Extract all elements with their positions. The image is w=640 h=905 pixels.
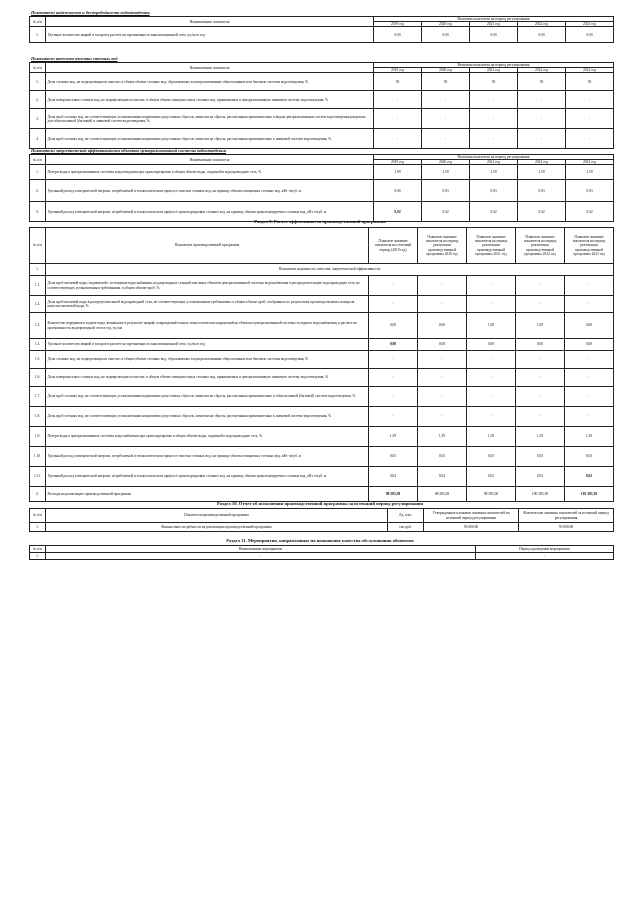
table-row (30, 109, 614, 129)
indicator-header: Наименование показателя (46, 17, 374, 27)
row-value: 0,00 (566, 27, 614, 43)
row-value: 0,00 (369, 313, 418, 339)
row-name: Удельное количество аварий и засоров в расчете на протяженность канализационной сети, ед./км в год (46, 339, 369, 351)
row-value: - (516, 276, 565, 296)
row-num: 1.10. (30, 447, 46, 467)
row-name: Удельный расход электрической энергии, потребляемой в технологическом процессе транспортировки сточных вод, на единицу объема транспортируемых сточных вод, кВт·ч/куб. м (46, 202, 374, 222)
row-num: 1.6. (30, 369, 46, 387)
section-title-measures: Раздел 11. Мероприятия, направленные на повышение качества обслуживания абонентов (226, 538, 414, 543)
row-value: 93 (518, 73, 566, 91)
table-row (30, 351, 614, 369)
row-value: - (369, 351, 418, 369)
row-value: - (374, 91, 422, 109)
row-value: - (418, 407, 467, 427)
row-planned: 93 000,00 (424, 523, 519, 532)
row-name: Доля сточных вод, не подвергающихся очистке, в общем объеме сточных вод, сбрасываемых в централизованные общесплавные или бытовые системы водоотведения, % (46, 351, 369, 369)
table-row (30, 276, 614, 296)
row-num: 1. (30, 264, 46, 276)
table-efficiency (29, 227, 614, 502)
row-value: - (374, 109, 422, 129)
row-value: 0,00 (467, 339, 516, 351)
row-value: - (369, 276, 418, 296)
year-header: 2020 год (422, 22, 470, 27)
row-value: - (518, 91, 566, 109)
measure-header: Наименование мероприятия (46, 546, 476, 553)
table-row (30, 264, 614, 276)
row-value: 1,59 (566, 165, 614, 180)
program-indicators-header: Показатели производственной программы (46, 228, 369, 264)
row-value: 0,00 (418, 339, 467, 351)
program-indicators-header: Показатели производственной программы (46, 509, 388, 523)
row-name: Потери воды в централизованных системах водоотведения при транспортировке в общем объеме воды, поданной в водопроводную сеть, % (46, 165, 374, 180)
row-value: 103 383,38 (565, 487, 614, 502)
row-value: - (369, 369, 418, 387)
table-row (30, 180, 614, 202)
row-value: - (565, 296, 614, 313)
table-row (30, 487, 614, 502)
row-value: 98 383,38 (467, 487, 516, 502)
row-value: - (518, 109, 566, 129)
row-value: - (565, 351, 614, 369)
row-num: 1. (30, 73, 46, 91)
row-value: - (565, 276, 614, 296)
row-num: 1. (30, 27, 46, 43)
year-header: 2023 год (566, 22, 614, 27)
row-value: 0,03 (418, 447, 467, 467)
row-num: 1. (30, 165, 46, 180)
row-unit: тыс.руб. (388, 523, 424, 532)
row-value: 1,59 (467, 427, 516, 447)
row-name: - (46, 553, 476, 560)
row-actual: 93 000,00 (519, 523, 614, 532)
section-title-quality: Показатели качества очистки сточных вод (31, 56, 118, 61)
row-value: 0,00 (374, 27, 422, 43)
row-value: 0,00 (565, 339, 614, 351)
row-value: - (374, 129, 422, 149)
row-num: 1. (30, 553, 46, 560)
group-label: Показатели надежности, качества, энергетической эффективности (46, 264, 614, 276)
year-header: 2019 год (374, 22, 422, 27)
row-num: 3. (30, 109, 46, 129)
year-header: 2023 год (566, 68, 614, 73)
row-name: Количество перерывов в подаче воды, возникших в результате аварий, повреждений и иных технологических нарушений на объектах централизованной системы холодного водоснабжения, в расчете на протяженность водопроводной сети в год, ед./км (46, 313, 369, 339)
row-value: - (422, 91, 470, 109)
row-value: 93 (470, 73, 518, 91)
section-title-reliability: Показатели надежности и бесперебойности водоотведения (31, 10, 150, 15)
table-row (30, 467, 614, 487)
row-name: Доля проб питьевой воды в распределительной водопроводной сети, не соответствующих установленным требованиям, в общем объеме проб, отобранных по результатам производственного контроля качества питьевой воды, % (46, 296, 369, 313)
row-value: 98 383,38 (418, 487, 467, 502)
year-header: 2020 год (422, 160, 470, 165)
period-header: Величина показателя на период регулирования (374, 155, 614, 160)
row-value: 1,00 (467, 313, 516, 339)
row-name: Доля поверхностных сточных вод, не подвергающихся очистке, в общем объеме поверхностных сточных вод, принимаемых в централизованную ливневую систему водоотведения, % (46, 91, 374, 109)
row-num: 1.9. (30, 427, 46, 447)
row-name: Доля сточных вод, не подвергающихся очистке, в общем объеме сточных вод, сбрасываемых в централизованные общесплавные или бытовые системы водоотведения, % (46, 73, 374, 91)
planned-header: Утвержденные плановые значения показателей на истекший период регулирования (424, 509, 519, 523)
row-value: - (470, 91, 518, 109)
unit-header: Ед. изм. (388, 509, 424, 523)
num-header: № п/п (30, 509, 46, 523)
actual-header: Фактические значения показателей за истекший период регулирования (519, 509, 614, 523)
row-name: Доля проб сточных вод, не соответствующих установленным нормативам допустимых сбросов, лимитам на сбросы, рассчитанная применительно к видам централизованных систем водоотведения раздельно для общесплавной (бытовой) и ливневой систем водоотведения, % (46, 109, 374, 129)
row-name: Потери воды в централизованных системах водоснабжения при транспортировке в общем объеме воды, поданной в водопроводную сеть, % (46, 427, 369, 447)
row-value: 0,03 (565, 447, 614, 467)
row-value: - (516, 387, 565, 407)
row-name: Расходы на реализацию производственной программы (46, 487, 369, 502)
row-num: 1.7. (30, 387, 46, 407)
row-value: - (422, 129, 470, 149)
row-value: - (418, 351, 467, 369)
table-row (30, 91, 614, 109)
indicator-header: Наименование показателя (46, 155, 374, 165)
row-name: Доля поверхностных сточных вод, не подвергающихся очистке, в общем объеме поверхностных сточных вод, принимаемых в централизованную ливневую систему водоотведения, % (46, 369, 369, 387)
year-header: 2020 год (422, 68, 470, 73)
plan-header: Плановое значение показателя на период реализации производственной программы 2020 год (418, 228, 467, 264)
period-header: Величина показателя на период регулирования (374, 17, 614, 22)
row-value: - (566, 91, 614, 109)
row-value: 0,02 (516, 467, 565, 487)
table-row (30, 447, 614, 467)
row-num: 2. (30, 180, 46, 202)
row-value: 0,03 (369, 447, 418, 467)
row-value: 93 (374, 73, 422, 91)
row-value: - (516, 351, 565, 369)
row-num: 1.3. (30, 313, 46, 339)
row-value: - (467, 296, 516, 313)
row-value: 0,02 (369, 467, 418, 487)
year-header: 2019 год (374, 68, 422, 73)
row-value: 0,02 (418, 467, 467, 487)
table-measures (29, 545, 614, 560)
indicator-header: Наименование показателя (46, 63, 374, 73)
row-value: - (565, 369, 614, 387)
table-row (30, 27, 614, 43)
row-name: Финансовые потребности на реализацию производственной программы (46, 523, 388, 532)
row-value: 0,02 (565, 467, 614, 487)
plan-header: Плановое значение показателя на период реализации производственной программы 2022 год (516, 228, 565, 264)
table-quality (29, 62, 614, 149)
row-value: 1,59 (518, 165, 566, 180)
table-energy (29, 154, 614, 222)
row-value: - (470, 129, 518, 149)
row-value: 0,00 (565, 313, 614, 339)
row-value: - (467, 351, 516, 369)
row-num: 1.5. (30, 351, 46, 369)
row-num: 1.11. (30, 467, 46, 487)
row-value: 0,03 (422, 180, 470, 202)
row-num: 1.2. (30, 296, 46, 313)
row-value: 1,59 (418, 427, 467, 447)
row-name: Удельный расход электрической энергии, потребляемой в технологическом процессе очистки сточных вод, на единицу объема очищаемых сточных вод, кВт·ч/куб. м (46, 180, 374, 202)
row-value: - (369, 407, 418, 427)
row-num: 3. (30, 202, 46, 222)
row-value: - (369, 296, 418, 313)
num-header: № п/п (30, 228, 46, 264)
row-value: 0,03 (566, 180, 614, 202)
plan-header: Плановое значение показателя на отчетный период (2019 год) (369, 228, 418, 264)
row-name: Удельный расход электрической энергии, потребляемой в технологическом процессе очистки сточных вод, на единицу объема очищаемых сточных вод, кВт·ч/куб. м (46, 447, 369, 467)
row-value: 0,03 (470, 180, 518, 202)
plan-header: Плановое значение показателя на период реализации производственной программы 2021 год (467, 228, 516, 264)
row-value: 1,59 (516, 427, 565, 447)
row-value: 0,03 (516, 447, 565, 467)
section-title-efficiency: Раздел 9. Расчет эффективности производственной программы (254, 219, 386, 224)
row-value: - (418, 296, 467, 313)
row-value: 0,00 (374, 180, 422, 202)
row-value: - (369, 387, 418, 407)
row-value: - (467, 369, 516, 387)
row-value: 1,00 (516, 313, 565, 339)
row-value: 0,02 (470, 202, 518, 222)
table-reliability (29, 16, 614, 43)
row-value: 93 (566, 73, 614, 91)
table-row (30, 313, 614, 339)
row-value: 0,00 (418, 313, 467, 339)
table-row (30, 165, 614, 180)
row-value: 100 383,38 (516, 487, 565, 502)
year-header: 2021 год (470, 22, 518, 27)
year-header: 2022 год (518, 68, 566, 73)
table-row (30, 523, 614, 532)
row-num: 2. (30, 91, 46, 109)
row-value: 1,99 (374, 165, 422, 180)
row-value: - (422, 109, 470, 129)
row-num: 1.1. (30, 276, 46, 296)
row-value: - (470, 109, 518, 129)
row-value: 1,59 (369, 427, 418, 447)
row-value: 0,02 (518, 202, 566, 222)
row-value: - (565, 407, 614, 427)
year-header: 2022 год (518, 160, 566, 165)
num-header: № п/п (30, 155, 46, 165)
row-period: - (476, 553, 614, 560)
row-value: - (565, 387, 614, 407)
row-value: 93 (422, 73, 470, 91)
plan-header: Плановое значение показателя на период реализации производственной программы 2023 год (565, 228, 614, 264)
period-header: Величина показателя на период регулирования (374, 63, 614, 68)
row-num: 2. (30, 487, 46, 502)
table-row (30, 369, 614, 387)
row-value: 0,02 (374, 202, 422, 222)
year-header: 2021 год (470, 160, 518, 165)
row-value: 0,03 (518, 180, 566, 202)
row-name: Удельное количество аварий и засоров в расчете на протяженность канализационной сети, ед./км в год (46, 27, 374, 43)
row-value: - (566, 129, 614, 149)
year-header: 2019 год (374, 160, 422, 165)
row-value: - (467, 387, 516, 407)
period-header: Период проведения мероприятия (476, 546, 614, 553)
row-value: - (418, 276, 467, 296)
table-row (30, 387, 614, 407)
year-header: 2022 год (518, 22, 566, 27)
row-name: Доля проб сточных вод, не соответствующих установленным нормативам допустимых сбросов, лимитам на сбросы, рассчитанная применительно к ливневой системе водоотведения, % (46, 407, 369, 427)
row-num: 1. (30, 523, 46, 532)
row-value: - (418, 387, 467, 407)
year-header: 2023 год (566, 160, 614, 165)
row-value: 0,03 (467, 447, 516, 467)
num-header: № п/п (30, 546, 46, 553)
table-row (30, 427, 614, 447)
table-row (30, 73, 614, 91)
table-row (30, 296, 614, 313)
row-value: - (566, 109, 614, 129)
row-value: - (418, 369, 467, 387)
row-name: Доля проб питьевой воды, подаваемой с источников водоснабжения, водопроводных станций или иных объектов централизованной системы водоснабжения в распределительную водопроводную сеть, не соответствующих установленным требованиям, в общем объеме проб, % (46, 276, 369, 296)
row-value: 1,59 (470, 165, 518, 180)
table-row (30, 407, 614, 427)
table-row (30, 339, 614, 351)
table-row (30, 553, 614, 560)
row-num: 1.8. (30, 407, 46, 427)
row-value: 0,00 (422, 27, 470, 43)
row-value: - (518, 129, 566, 149)
row-value: 1,59 (565, 427, 614, 447)
section-title-energy: Показатели энергетической эффективности объектов централизованной системы водоотведения (31, 148, 227, 153)
row-num: 4. (30, 129, 46, 149)
row-value: 0,00 (369, 339, 418, 351)
row-value: 0,02 (422, 202, 470, 222)
year-header: 2021 год (470, 68, 518, 73)
row-value: - (467, 276, 516, 296)
row-value: - (516, 407, 565, 427)
row-value: 0,00 (516, 339, 565, 351)
num-header: № п/п (30, 17, 46, 27)
row-value: 0,00 (470, 27, 518, 43)
row-value: - (516, 296, 565, 313)
row-value: 1,59 (422, 165, 470, 180)
row-value: 98 383,38 (369, 487, 418, 502)
row-name: Удельный расход электрической энергии, потребляемой в технологическом процессе транспортировки сточных вод, на единицу объема транспортируемых сточных вод, кВт·ч/куб. м (46, 467, 369, 487)
row-value: 0,00 (518, 27, 566, 43)
row-name: Доля проб сточных вод, не соответствующих установленным нормативам допустимых сбросов, лимитам на сбросы, рассчитанная применительно к общесплавной (бытовой) системе водоотведения, % (46, 387, 369, 407)
row-value: 0,02 (566, 202, 614, 222)
row-value: - (467, 407, 516, 427)
row-value: 0,02 (467, 467, 516, 487)
num-header: № п/п (30, 63, 46, 73)
table-report (29, 508, 614, 532)
section-title-report: Раздел 10. Отчет об исполнении производственной программы за истекший период регулирования (216, 501, 424, 506)
row-name: Доля проб сточных вод, не соответствующих установленным нормативам допустимых сбросов, лимитам на сбросы, рассчитанная применительно к ливневой системе водоотведения, % (46, 129, 374, 149)
row-value: - (516, 369, 565, 387)
row-num: 1.4. (30, 339, 46, 351)
table-row (30, 129, 614, 149)
